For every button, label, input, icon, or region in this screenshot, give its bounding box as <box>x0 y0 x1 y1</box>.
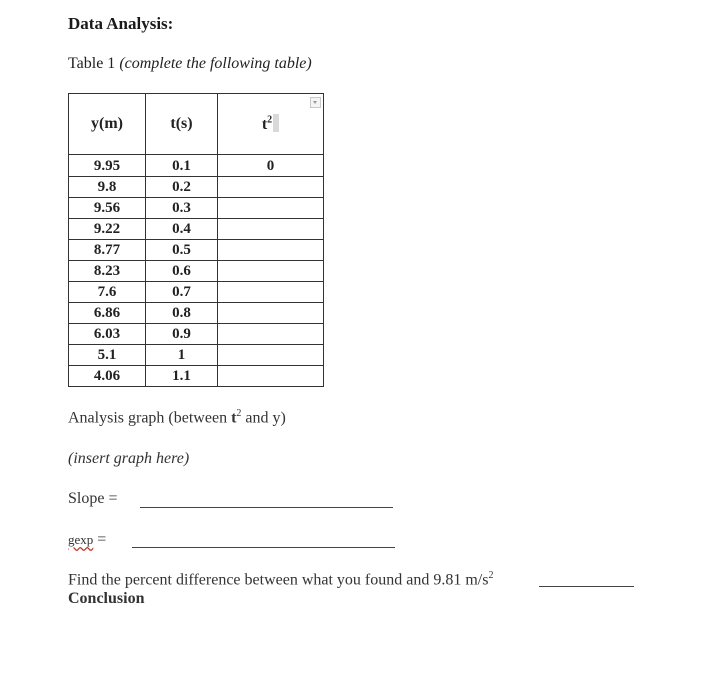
cell-t-squared[interactable] <box>218 282 324 303</box>
text-cursor <box>273 114 279 132</box>
cell-t: 0.1 <box>146 155 218 177</box>
graph-caption-t: t <box>231 409 237 427</box>
cell-y: 8.77 <box>69 240 146 261</box>
table-row <box>69 345 324 366</box>
cell-t: 0.8 <box>146 303 218 324</box>
conclusion-heading: Conclusion <box>68 590 145 607</box>
percent-blank[interactable] <box>539 586 634 587</box>
cell-t-squared[interactable]: 0 <box>218 155 324 177</box>
cell-t: 0.5 <box>146 240 218 261</box>
percent-text: Find the percent difference between what you found and 9.81 m/s <box>68 571 489 589</box>
cell-t: 0.3 <box>146 198 218 219</box>
header-y: y(m) <box>69 94 146 155</box>
insert-graph-placeholder: (insert graph here) <box>68 450 190 467</box>
table-row <box>69 366 324 387</box>
cell-y: 8.23 <box>69 261 146 282</box>
cell-t-squared[interactable] <box>218 240 324 261</box>
dropdown-arrow-icon[interactable] <box>310 97 321 108</box>
table-row <box>69 261 324 282</box>
table-row <box>69 324 324 345</box>
cell-t: 0.2 <box>146 177 218 198</box>
gexp-equals: = <box>97 531 107 548</box>
table-row <box>69 303 324 324</box>
graph-caption-prefix: Analysis graph (between <box>68 409 232 427</box>
table-row <box>69 219 324 240</box>
table-row <box>69 155 324 177</box>
cell-t-squared[interactable] <box>218 324 324 345</box>
page-heading: Data Analysis: <box>68 14 174 33</box>
cell-t: 0.9 <box>146 324 218 345</box>
table-body <box>69 155 324 387</box>
cell-t-squared[interactable] <box>218 345 324 366</box>
graph-caption-exp: 2 <box>236 408 242 419</box>
header-t-squared[interactable] <box>218 94 324 155</box>
cell-y: 9.22 <box>69 219 146 240</box>
cell-t: 0.6 <box>146 261 218 282</box>
table-row <box>69 282 324 303</box>
percent-difference-text <box>68 570 493 589</box>
table-row <box>69 198 324 219</box>
cell-t-squared[interactable] <box>218 198 324 219</box>
table-row <box>69 177 324 198</box>
gexp-line <box>68 531 106 549</box>
cell-t-squared[interactable] <box>218 219 324 240</box>
cell-t: 1 <box>146 345 218 366</box>
table-caption <box>68 55 312 73</box>
cell-t-squared[interactable] <box>218 177 324 198</box>
table-header-row <box>69 94 324 155</box>
graph-caption <box>68 408 286 427</box>
cell-t: 0.4 <box>146 219 218 240</box>
cell-y: 6.03 <box>69 324 146 345</box>
header-t2-exp: 2 <box>267 114 273 126</box>
slope-label: Slope = <box>68 490 118 507</box>
cell-y: 9.8 <box>69 177 146 198</box>
cell-t: 1.1 <box>146 366 218 387</box>
cell-y: 6.86 <box>69 303 146 324</box>
table-caption-note: (complete the following table) <box>119 55 312 72</box>
percent-exp: 2 <box>488 570 494 581</box>
header-t2-base: t <box>261 116 268 133</box>
cell-y: 4.06 <box>69 366 146 387</box>
cell-t-squared[interactable] <box>218 303 324 324</box>
data-table <box>68 93 324 387</box>
graph-caption-suffix: and y) <box>241 409 286 427</box>
slope-blank[interactable] <box>140 507 393 508</box>
gexp-label: gexp <box>68 532 94 547</box>
cell-y: 7.6 <box>69 282 146 303</box>
cell-y: 9.95 <box>69 155 146 177</box>
cell-t-squared[interactable] <box>218 366 324 387</box>
table-row <box>69 240 324 261</box>
cell-t: 0.7 <box>146 282 218 303</box>
cell-y: 9.56 <box>69 198 146 219</box>
cell-t-squared[interactable] <box>218 261 324 282</box>
header-t: t(s) <box>146 94 218 155</box>
cell-y: 5.1 <box>69 345 146 366</box>
gexp-blank[interactable] <box>132 547 395 548</box>
table-caption-prefix: Table 1 <box>68 55 116 72</box>
